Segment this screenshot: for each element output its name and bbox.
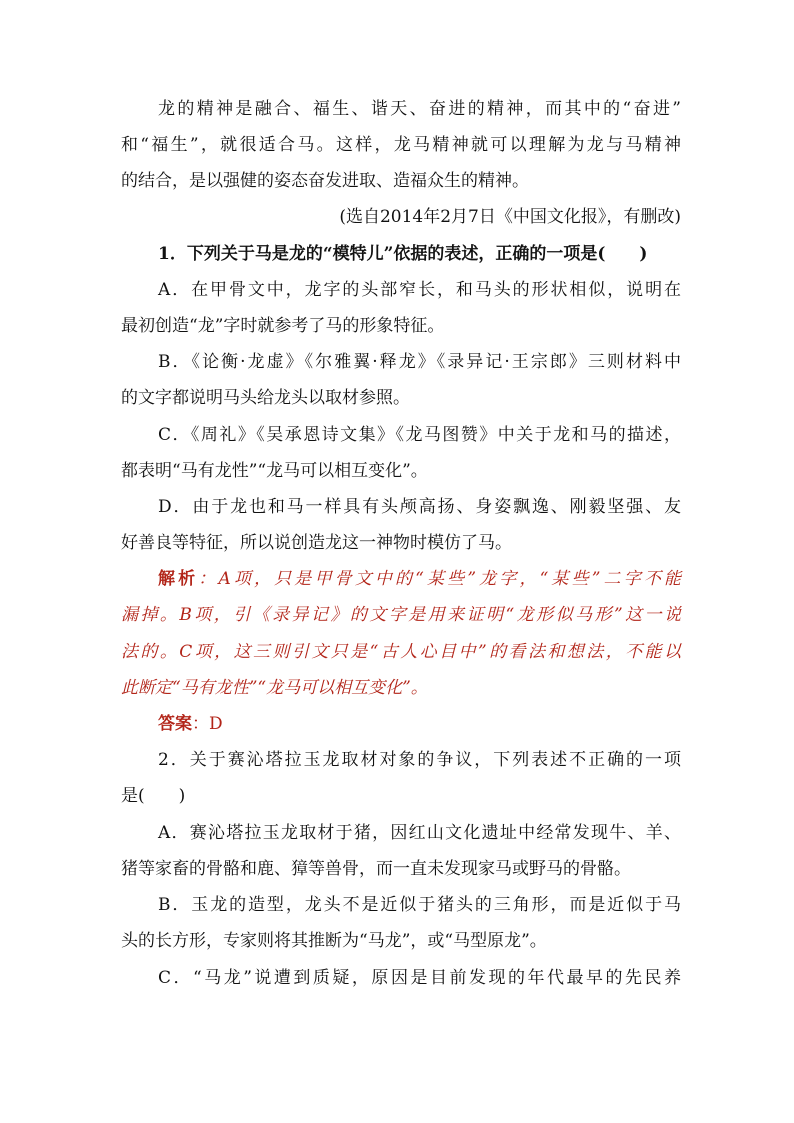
passage-line: 的结合，是以强健的姿态奋发进取、造福众生的精神。 [121, 171, 529, 191]
q2-option-b: 头的长方形，专家则将其推断为“马龙”，或“马型原龙”。 [121, 931, 547, 951]
analysis-line: 此断定“马有龙性”“龙马可以相互变化”。 [121, 678, 428, 698]
q1-option-c: C．《周礼》《吴承恩诗文集》《龙马图赞》中关于龙和马的描述， [158, 425, 681, 445]
q2-option-c: C．“马龙”说遭到质疑，原因是目前发现的年代最早的先民养 [158, 968, 681, 988]
passage-line: 龙的精神是融合、福生、谐天、奋进的精神，而其中的“奋进” [158, 99, 681, 119]
q2-option-a: A．赛沁塔拉玉龙取材于猪，因红山文化遗址中经常发现牛、羊、 [158, 823, 681, 843]
source-citation: (选自2014年2月7日《中国文化报》，有删改) [339, 207, 681, 227]
analysis-line [158, 567, 681, 591]
answer-text: ：D [192, 714, 223, 734]
answer-line [158, 712, 681, 736]
q1-option-a: A．在甲骨文中，龙字的头部窄长，和马头的形状相似，说明在 [158, 280, 681, 300]
q2-option-a: 猪等家畜的骨骼和鹿、獐等兽骨，而一直未发现家马或野马的骨骼。 [121, 859, 631, 879]
analysis-line: 法的。C项，这三则引文只是“古人心目中”的看法和想法，不能以 [121, 642, 681, 662]
analysis-text: ：A项，只是甲骨文中的“某些”龙字，“某些”二字不能 [198, 569, 681, 589]
q1-option-b: 的文字都说明马头给龙头以取材参照。 [121, 388, 410, 408]
q2-option-b: B．玉龙的造型，龙头不是近似于猪头的三角形，而是近似于马 [158, 895, 681, 915]
q1-option-c: 都表明“马有龙性”“龙马可以相互变化”。 [121, 461, 428, 481]
q1-option-a: 最初创造“龙”字时就参考了马的形象特征。 [121, 316, 445, 336]
passage-line: 和“福生”，就很适合马。这样，龙马精神就可以理解为龙与马精神 [121, 135, 681, 155]
question-1-stem: 1．下列关于马是龙的“模特儿”依据的表述，正确的一项是( ) [158, 244, 648, 264]
q1-option-b: B．《论衡·龙虚》《尔雅翼·释龙》《录异记·王宗郎》三则材料中 [158, 352, 681, 372]
analysis-line: 漏掉。B项，引《录异记》的文字是用来证明“龙形似马形”这一说 [121, 605, 681, 625]
analysis-label: 解析 [158, 569, 199, 589]
q1-option-d: 好善良等特征，所以说创造龙这一神物时模仿了马。 [121, 533, 512, 553]
q1-option-d: D．由于龙也和马一样具有头颅高扬、身姿飘逸、刚毅坚强、友 [158, 497, 681, 517]
question-2-stem: 是( ) [121, 786, 186, 806]
question-2-stem: 2．关于赛沁塔拉玉龙取材对象的争议，下列表述不正确的一项 [158, 750, 681, 770]
answer-label: 答案 [158, 714, 192, 734]
